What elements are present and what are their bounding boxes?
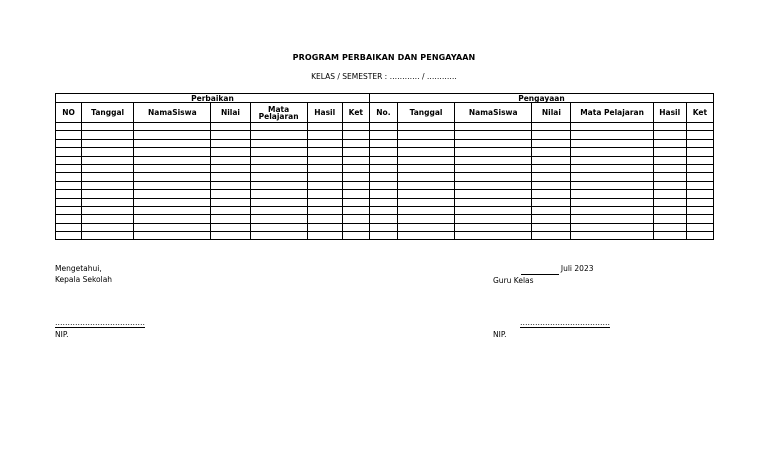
table-cell[interactable] (307, 232, 342, 240)
date-blank[interactable] (521, 263, 559, 275)
table-cell[interactable] (369, 198, 397, 206)
principal-label: Kepala Sekolah (55, 275, 113, 284)
table-cell[interactable] (571, 232, 653, 240)
group-header-pengayaan: Pengayaan (369, 94, 713, 103)
table-cell[interactable] (56, 181, 82, 189)
table-cell[interactable] (397, 148, 454, 156)
table-row (56, 198, 714, 206)
page-title: PROGRAM PERBAIKAN DAN PENGAYAAN (292, 53, 476, 62)
table-cell[interactable] (369, 181, 397, 189)
table-cell[interactable] (134, 190, 211, 198)
table-cell[interactable] (369, 148, 397, 156)
table-cell[interactable] (250, 173, 307, 181)
col-header-mata-pelajaran-right: Mata Pelajaran (571, 103, 653, 123)
table-cell[interactable] (653, 173, 686, 181)
table-cell[interactable] (250, 131, 307, 139)
table-cell[interactable] (397, 164, 454, 172)
table-cell[interactable] (342, 148, 369, 156)
table-cell[interactable] (82, 131, 134, 139)
table-cell[interactable] (134, 131, 211, 139)
table-row (56, 148, 714, 156)
table-cell[interactable] (532, 156, 571, 164)
table-cell[interactable] (82, 164, 134, 172)
table-cell[interactable] (686, 131, 713, 139)
table-cell[interactable] (686, 181, 713, 189)
table-cell[interactable] (342, 173, 369, 181)
table-cell[interactable] (56, 232, 82, 240)
table-cell[interactable] (369, 123, 397, 131)
table-cell[interactable] (397, 232, 454, 240)
table-cell[interactable] (571, 148, 653, 156)
table-cell[interactable] (369, 232, 397, 240)
table-cell[interactable] (56, 198, 82, 206)
table-cell[interactable] (571, 131, 653, 139)
table-cell[interactable] (56, 148, 82, 156)
table-cell[interactable] (342, 123, 369, 131)
table-cell[interactable] (56, 123, 82, 131)
table-cell[interactable] (571, 223, 653, 231)
table-cell[interactable] (532, 173, 571, 181)
col-header-mata-pelajaran: Mata Pelajaran (250, 103, 307, 123)
table-cell[interactable] (82, 123, 134, 131)
col-header-namasiswa-right: NamaSiswa (455, 103, 532, 123)
table-cell[interactable] (686, 198, 713, 206)
table-cell[interactable] (211, 223, 250, 231)
table-cell[interactable] (82, 148, 134, 156)
table-cell[interactable] (571, 215, 653, 223)
table-cell[interactable] (397, 131, 454, 139)
table-row (56, 123, 714, 131)
column-header-row (56, 103, 714, 123)
table-cell[interactable] (686, 164, 713, 172)
table-cell[interactable] (307, 223, 342, 231)
table-cell[interactable] (653, 215, 686, 223)
table-cell[interactable] (342, 198, 369, 206)
table-cell[interactable] (369, 206, 397, 214)
table-cell[interactable] (342, 131, 369, 139)
table-cell[interactable] (532, 148, 571, 156)
table-cell[interactable] (571, 173, 653, 181)
table-cell[interactable] (250, 232, 307, 240)
principal-signature-line (55, 318, 145, 328)
table-cell[interactable] (342, 232, 369, 240)
table-cell[interactable] (82, 156, 134, 164)
table-row (56, 156, 714, 164)
table-cell[interactable] (686, 232, 713, 240)
table-cell[interactable] (211, 139, 250, 147)
table-cell[interactable] (56, 206, 82, 214)
table-cell[interactable] (307, 181, 342, 189)
table-cell[interactable] (369, 190, 397, 198)
table-cell[interactable] (250, 223, 307, 231)
table-cell[interactable] (211, 148, 250, 156)
table-cell[interactable] (134, 164, 211, 172)
table-cell[interactable] (211, 232, 250, 240)
date-line (493, 263, 594, 275)
table-cell[interactable] (307, 206, 342, 214)
table-row (56, 139, 714, 147)
table-row (56, 232, 714, 240)
table-cell[interactable] (369, 215, 397, 223)
table-cell[interactable] (250, 139, 307, 147)
table-cell[interactable] (532, 223, 571, 231)
table-cell[interactable] (82, 198, 134, 206)
table-cell[interactable] (211, 190, 250, 198)
col-header-no-right: No. (369, 103, 397, 123)
table-cell[interactable] (571, 156, 653, 164)
table-cell[interactable] (653, 206, 686, 214)
table-row (56, 131, 714, 139)
table-cell[interactable] (307, 139, 342, 147)
principal-signature-dots: ……………………………… (55, 318, 145, 327)
table-cell[interactable] (342, 181, 369, 189)
acknowledged-label: Mengetahui, (55, 264, 102, 273)
table-cell[interactable] (369, 139, 397, 147)
table-cell[interactable] (571, 164, 653, 172)
table-cell[interactable] (307, 164, 342, 172)
table-cell[interactable] (56, 215, 82, 223)
table-cell[interactable] (686, 173, 713, 181)
table-cell[interactable] (369, 173, 397, 181)
table-cell[interactable] (532, 164, 571, 172)
remedial-enrichment-table (55, 93, 714, 240)
table-cell[interactable] (250, 190, 307, 198)
table-cell[interactable] (56, 139, 82, 147)
table-cell[interactable] (686, 139, 713, 147)
col-header-ket-right: Ket (686, 103, 713, 123)
table-cell[interactable] (397, 223, 454, 231)
table-cell[interactable] (307, 148, 342, 156)
table-cell[interactable] (686, 190, 713, 198)
table-cell[interactable] (134, 156, 211, 164)
table-cell[interactable] (532, 215, 571, 223)
table-cell[interactable] (571, 181, 653, 189)
table-cell[interactable] (686, 123, 713, 131)
table-cell[interactable] (211, 198, 250, 206)
table-row (56, 215, 714, 223)
table-cell[interactable] (397, 173, 454, 181)
table-cell[interactable] (211, 206, 250, 214)
table-cell[interactable] (455, 223, 532, 231)
table-cell[interactable] (455, 190, 532, 198)
table-cell[interactable] (307, 215, 342, 223)
table-cell[interactable] (307, 173, 342, 181)
table-cell[interactable] (211, 181, 250, 189)
col-header-hasil: Hasil (307, 103, 342, 123)
table-cell[interactable] (250, 206, 307, 214)
table-cell[interactable] (571, 123, 653, 131)
table-cell[interactable] (307, 190, 342, 198)
table-cell[interactable] (532, 181, 571, 189)
table-cell[interactable] (455, 131, 532, 139)
table-cell[interactable] (397, 139, 454, 147)
table-cell[interactable] (397, 215, 454, 223)
group-header-perbaikan: Perbaikan (56, 94, 370, 103)
table-cell[interactable] (455, 148, 532, 156)
table-cell[interactable] (532, 190, 571, 198)
table-cell[interactable] (250, 148, 307, 156)
table-cell[interactable] (653, 198, 686, 206)
table-cell[interactable] (397, 181, 454, 189)
table-cell[interactable] (532, 232, 571, 240)
table-cell[interactable] (653, 123, 686, 131)
class-teacher-label: Guru Kelas (493, 276, 534, 285)
table-cell[interactable] (82, 139, 134, 147)
table-cell[interactable] (397, 206, 454, 214)
table-cell[interactable] (455, 164, 532, 172)
table-cell[interactable] (307, 198, 342, 206)
group-header-row (56, 94, 714, 103)
table-cell[interactable] (342, 190, 369, 198)
table-cell[interactable] (653, 190, 686, 198)
teacher-signature-line (520, 318, 610, 328)
table-cell[interactable] (653, 156, 686, 164)
table-cell[interactable] (686, 223, 713, 231)
col-header-namasiswa: NamaSiswa (134, 103, 211, 123)
table-cell[interactable] (134, 123, 211, 131)
table-cell[interactable] (82, 206, 134, 214)
table-cell[interactable] (455, 173, 532, 181)
col-header-no: NO (56, 103, 82, 123)
table-cell[interactable] (250, 181, 307, 189)
col-header-hasil-right: Hasil (653, 103, 686, 123)
table-cell[interactable] (56, 131, 82, 139)
table-cell[interactable] (134, 181, 211, 189)
table-cell[interactable] (653, 164, 686, 172)
table-cell[interactable] (211, 173, 250, 181)
table-cell[interactable] (82, 173, 134, 181)
class-semester-line: KELAS / SEMESTER : ………… / ………… (311, 72, 457, 81)
table-cell[interactable] (250, 156, 307, 164)
table-cell[interactable] (250, 215, 307, 223)
col-header-nilai-right: Nilai (532, 103, 571, 123)
table-cell[interactable] (82, 215, 134, 223)
table-cell[interactable] (56, 173, 82, 181)
teacher-nip: NIP. (493, 330, 507, 339)
table-cell[interactable] (211, 156, 250, 164)
table-cell[interactable] (134, 148, 211, 156)
left-signature-block (55, 263, 112, 285)
table-cell[interactable] (653, 131, 686, 139)
table-cell[interactable] (211, 131, 250, 139)
table-cell[interactable] (369, 223, 397, 231)
table-cell[interactable] (56, 223, 82, 231)
table-cell[interactable] (307, 156, 342, 164)
table-cell[interactable] (571, 139, 653, 147)
table-cell[interactable] (134, 223, 211, 231)
table-cell[interactable] (397, 123, 454, 131)
table-cell[interactable] (342, 206, 369, 214)
table-cell[interactable] (532, 139, 571, 147)
table-cell[interactable] (455, 139, 532, 147)
table-cell[interactable] (686, 156, 713, 164)
table-cell[interactable] (134, 139, 211, 147)
table-row (56, 206, 714, 214)
table-cell[interactable] (211, 215, 250, 223)
table-cell[interactable] (571, 198, 653, 206)
table-cell[interactable] (342, 223, 369, 231)
table-cell[interactable] (250, 164, 307, 172)
table-cell[interactable] (250, 123, 307, 131)
table-cell[interactable] (82, 232, 134, 240)
col-header-nilai: Nilai (211, 103, 250, 123)
principal-nip: NIP. (55, 330, 69, 339)
table-cell[interactable] (455, 198, 532, 206)
table-cell[interactable] (82, 181, 134, 189)
table-cell[interactable] (369, 164, 397, 172)
table-cell[interactable] (82, 190, 134, 198)
table-cell[interactable] (455, 181, 532, 189)
date-text: Juli 2023 (558, 264, 594, 273)
right-signature-block (493, 263, 594, 286)
table-row (56, 190, 714, 198)
table-cell[interactable] (653, 223, 686, 231)
table-cell[interactable] (397, 198, 454, 206)
table-cell[interactable] (56, 164, 82, 172)
table-row (56, 173, 714, 181)
table-cell[interactable] (397, 190, 454, 198)
table-cell[interactable] (571, 206, 653, 214)
table-cell[interactable] (686, 206, 713, 214)
table-cell[interactable] (134, 206, 211, 214)
table-cell[interactable] (307, 123, 342, 131)
table-cell[interactable] (532, 198, 571, 206)
table-cell[interactable] (134, 198, 211, 206)
table-cell[interactable] (211, 164, 250, 172)
table-cell[interactable] (653, 148, 686, 156)
table-cell[interactable] (397, 156, 454, 164)
table-body (56, 123, 714, 240)
table-cell[interactable] (455, 215, 532, 223)
table-cell[interactable] (532, 123, 571, 131)
table-cell[interactable] (250, 198, 307, 206)
table-cell[interactable] (369, 131, 397, 139)
table-cell[interactable] (342, 164, 369, 172)
table-row (56, 223, 714, 231)
table-cell[interactable] (653, 232, 686, 240)
table-cell[interactable] (455, 123, 532, 131)
table-cell[interactable] (369, 156, 397, 164)
table-cell[interactable] (653, 181, 686, 189)
table-cell[interactable] (342, 139, 369, 147)
table-cell[interactable] (342, 215, 369, 223)
col-header-tanggal: Tanggal (82, 103, 134, 123)
table-cell[interactable] (686, 148, 713, 156)
col-header-ket: Ket (342, 103, 369, 123)
col-header-tanggal-right: Tanggal (397, 103, 454, 123)
table-cell[interactable] (307, 131, 342, 139)
table-cell[interactable] (455, 232, 532, 240)
table-cell[interactable] (134, 173, 211, 181)
table-cell[interactable] (56, 190, 82, 198)
table-cell[interactable] (653, 139, 686, 147)
table-cell[interactable] (342, 156, 369, 164)
table-cell[interactable] (134, 215, 211, 223)
table-cell[interactable] (134, 232, 211, 240)
teacher-signature-dots: ……………………………… (520, 318, 610, 327)
table-cell[interactable] (56, 156, 82, 164)
table-row (56, 164, 714, 172)
table-cell[interactable] (571, 190, 653, 198)
table-cell[interactable] (211, 123, 250, 131)
table-row (56, 181, 714, 189)
table-cell[interactable] (532, 131, 571, 139)
table-cell[interactable] (455, 206, 532, 214)
table-cell[interactable] (82, 223, 134, 231)
table-cell[interactable] (686, 215, 713, 223)
table-cell[interactable] (455, 156, 532, 164)
table-cell[interactable] (532, 206, 571, 214)
